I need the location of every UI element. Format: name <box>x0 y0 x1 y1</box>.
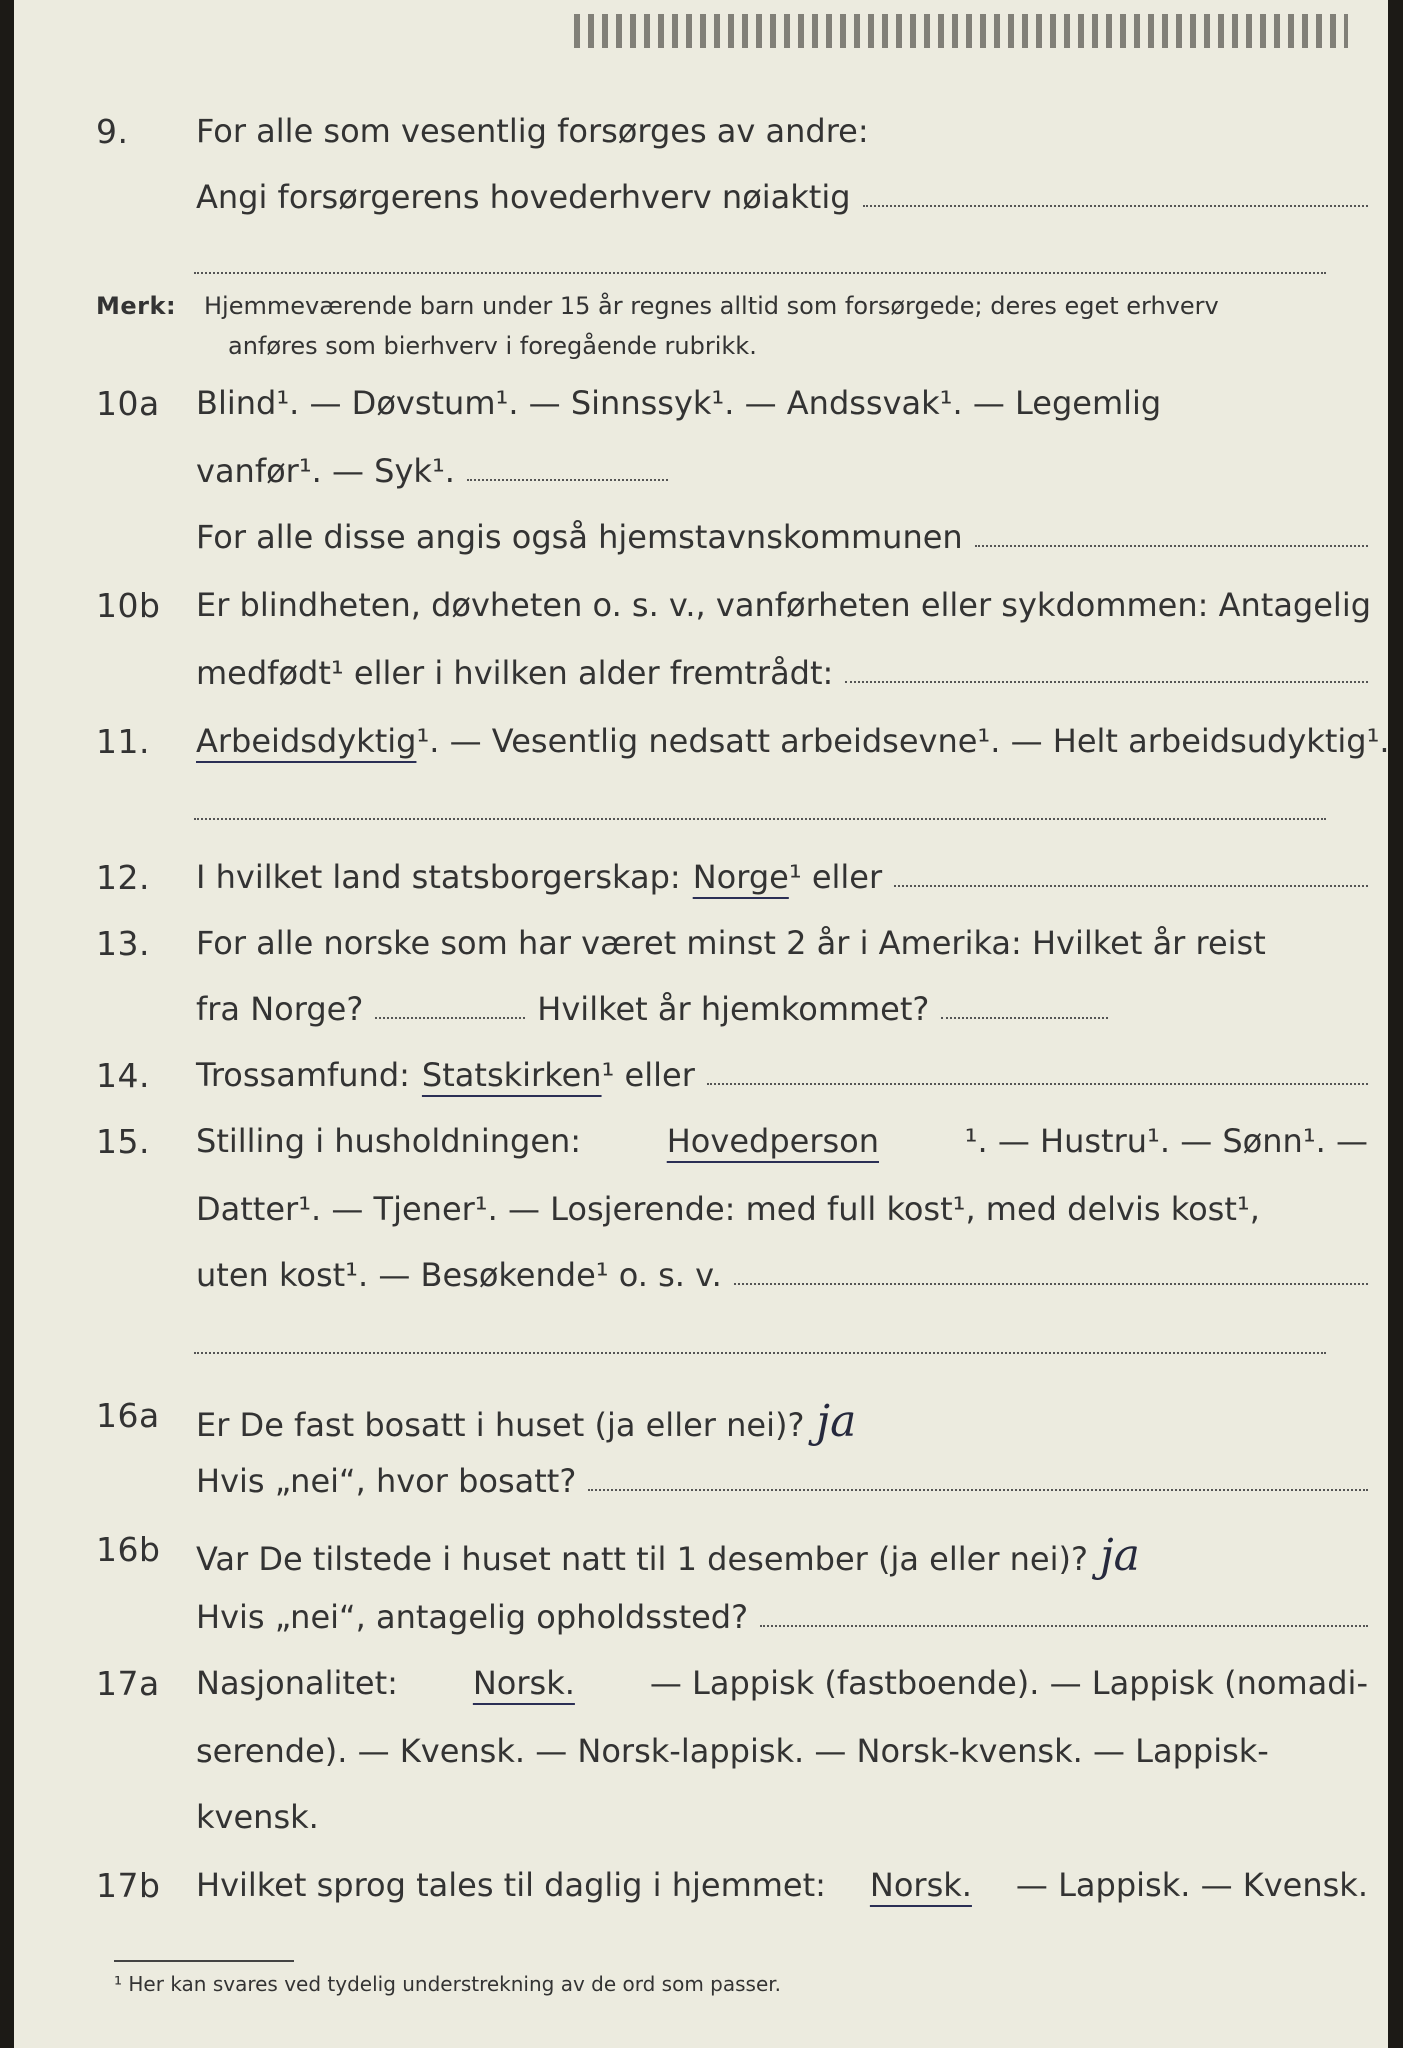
answer-field[interactable] <box>863 187 1368 207</box>
answer-field[interactable] <box>845 663 1368 683</box>
question-number: 12. <box>96 858 150 897</box>
scan-edge-strip <box>574 14 1348 48</box>
underlined-choice: Norsk. <box>472 1664 575 1702</box>
question-9 <box>96 112 1368 172</box>
question-16a-line2 <box>96 1462 1368 1522</box>
question-text: ¹. — Vesentlig nedsatt arbeidsevne¹. — Helt arbeidsudyktig¹. <box>416 722 1390 760</box>
footnote-mark: ¹ <box>114 1972 123 1996</box>
underlined-choice: Statskirken <box>421 1056 602 1094</box>
question-10b <box>96 586 1372 646</box>
underlined-choice: Hovedperson <box>666 1122 879 1160</box>
question-text: Er De fast bosatt i huset (ja eller nei)? <box>196 1406 805 1444</box>
answer-field[interactable] <box>894 867 1368 887</box>
question-10a <box>96 384 1368 444</box>
handwritten-answer: ja <box>816 1396 857 1447</box>
question-17a-line2 <box>96 1732 1368 1792</box>
census-form-page <box>14 0 1388 2048</box>
question-text: medfødt¹ eller i hvilken alder fremtrådt: <box>196 654 834 692</box>
question-number: 9. <box>96 112 129 151</box>
question-10a-line3 <box>96 518 1368 578</box>
question-text: Blind¹. — Døvstum¹. — Sinnssyk¹. — Andssvak¹. — Legemlig <box>196 384 1162 422</box>
question-text: kvensk. <box>196 1798 319 1836</box>
footnote-text: Her kan svares ved tydelig understrekning av de ord som passer. <box>128 1972 782 1996</box>
answer-field[interactable] <box>760 1607 1368 1627</box>
answer-line[interactable] <box>194 1352 1326 1354</box>
question-text: ¹ eller <box>788 858 883 896</box>
question-text: fra Norge? <box>196 990 364 1028</box>
question-10a-line2 <box>96 452 1368 512</box>
question-text: vanfør¹. — Syk¹. <box>196 452 455 490</box>
underlined-choice: Norsk. <box>869 1866 972 1904</box>
question-10b-line2 <box>96 654 1368 714</box>
question-text: Hvilket år hjemkommet? <box>537 990 930 1028</box>
question-11 <box>96 722 1390 782</box>
question-text: Stilling i husholdningen: <box>196 1122 582 1160</box>
question-17a-line3 <box>96 1798 1368 1858</box>
question-13 <box>96 924 1368 984</box>
question-17a <box>96 1664 1368 1724</box>
question-text: For alle som vesentlig forsørges av andre: <box>196 112 869 150</box>
question-12 <box>96 858 1368 918</box>
note-merk-line2 <box>96 332 1368 392</box>
question-16b <box>96 1530 1368 1590</box>
answer-line[interactable] <box>194 272 1326 274</box>
question-16b-line2 <box>96 1598 1368 1658</box>
note-text: anføres som bierhverv i foregående rubrikk. <box>228 332 757 360</box>
footnote-rule <box>114 1960 294 1962</box>
answer-field[interactable] <box>975 527 1368 547</box>
question-number: 17a <box>96 1664 160 1703</box>
question-15-line2 <box>96 1190 1368 1250</box>
question-15 <box>96 1122 1368 1182</box>
question-text: serende). — Kvensk. — Norsk-lappisk. — Norsk-kvensk. — Lappisk- <box>196 1732 1269 1770</box>
question-text: Angi forsørgerens hovederhverv nøiaktig <box>196 178 851 216</box>
question-text: Nasjonalitet: <box>196 1664 398 1702</box>
question-text: — Lappisk. — Kvensk. <box>1015 1866 1368 1904</box>
question-text: I hvilket land statsborgerskap: <box>196 858 681 896</box>
question-number: 10a <box>96 384 160 423</box>
question-number: 16a <box>96 1396 160 1435</box>
underlined-choice: Norge <box>692 858 789 896</box>
question-text: ¹. — Hustru¹. — Sønn¹. — <box>964 1122 1368 1160</box>
answer-field[interactable] <box>734 1265 1368 1285</box>
answer-field[interactable] <box>707 1065 1368 1085</box>
question-text: Datter¹. — Tjener¹. — Losjerende: med full kost¹, med delvis kost¹, <box>196 1190 1260 1228</box>
question-text: uten kost¹. — Besøkende¹ o. s. v. <box>196 1256 722 1294</box>
handwritten-answer: ja <box>1099 1530 1140 1581</box>
question-13-line2 <box>96 990 1368 1050</box>
question-text: Var De tilstede i huset natt til 1 desember (ja eller nei)? <box>196 1540 1088 1578</box>
question-text: — Lappisk (fastboende). — Lappisk (nomadi- <box>649 1664 1368 1702</box>
question-number: 11. <box>96 722 150 761</box>
question-text: Hvis „nei“, antagelig opholdssted? <box>196 1598 749 1636</box>
question-text: Hvis „nei“, hvor bosatt? <box>196 1462 577 1500</box>
answer-field[interactable] <box>467 461 668 481</box>
footnote <box>114 1972 781 1996</box>
question-text: For alle disse angis også hjemstavnskommunen <box>196 518 963 556</box>
answer-field[interactable] <box>588 1471 1368 1491</box>
note-text: Hjemmeværende barn under 15 år regnes alltid som forsørgede; deres eget erhverv <box>204 292 1219 320</box>
question-text: Er blindheten, døvheten o. s. v., vanførheten eller sykdommen: Antagelig <box>196 586 1372 624</box>
answer-field[interactable] <box>375 999 525 1019</box>
question-number: 17b <box>96 1866 161 1905</box>
question-text: For alle norske som har været minst 2 år i Amerika: Hvilket år reist <box>196 924 1266 962</box>
question-15-line3 <box>96 1256 1368 1316</box>
note-label: Merk: <box>96 292 177 320</box>
question-text: Hvilket sprog tales til daglig i hjemmet: <box>196 1866 826 1904</box>
underlined-choice: Arbeidsdyktig <box>196 722 417 760</box>
question-text: Trossamfund: <box>196 1056 410 1094</box>
question-9-line2 <box>96 178 1368 238</box>
question-number: 14. <box>96 1056 150 1095</box>
answer-line[interactable] <box>194 818 1326 820</box>
question-number: 15. <box>96 1122 150 1161</box>
question-16a <box>96 1396 1368 1456</box>
question-17b <box>96 1866 1368 1926</box>
question-number: 16b <box>96 1530 161 1569</box>
question-14 <box>96 1056 1368 1116</box>
answer-field[interactable] <box>941 999 1108 1019</box>
question-number: 13. <box>96 924 150 963</box>
question-text: ¹ eller <box>601 1056 695 1094</box>
question-number: 10b <box>96 586 161 625</box>
